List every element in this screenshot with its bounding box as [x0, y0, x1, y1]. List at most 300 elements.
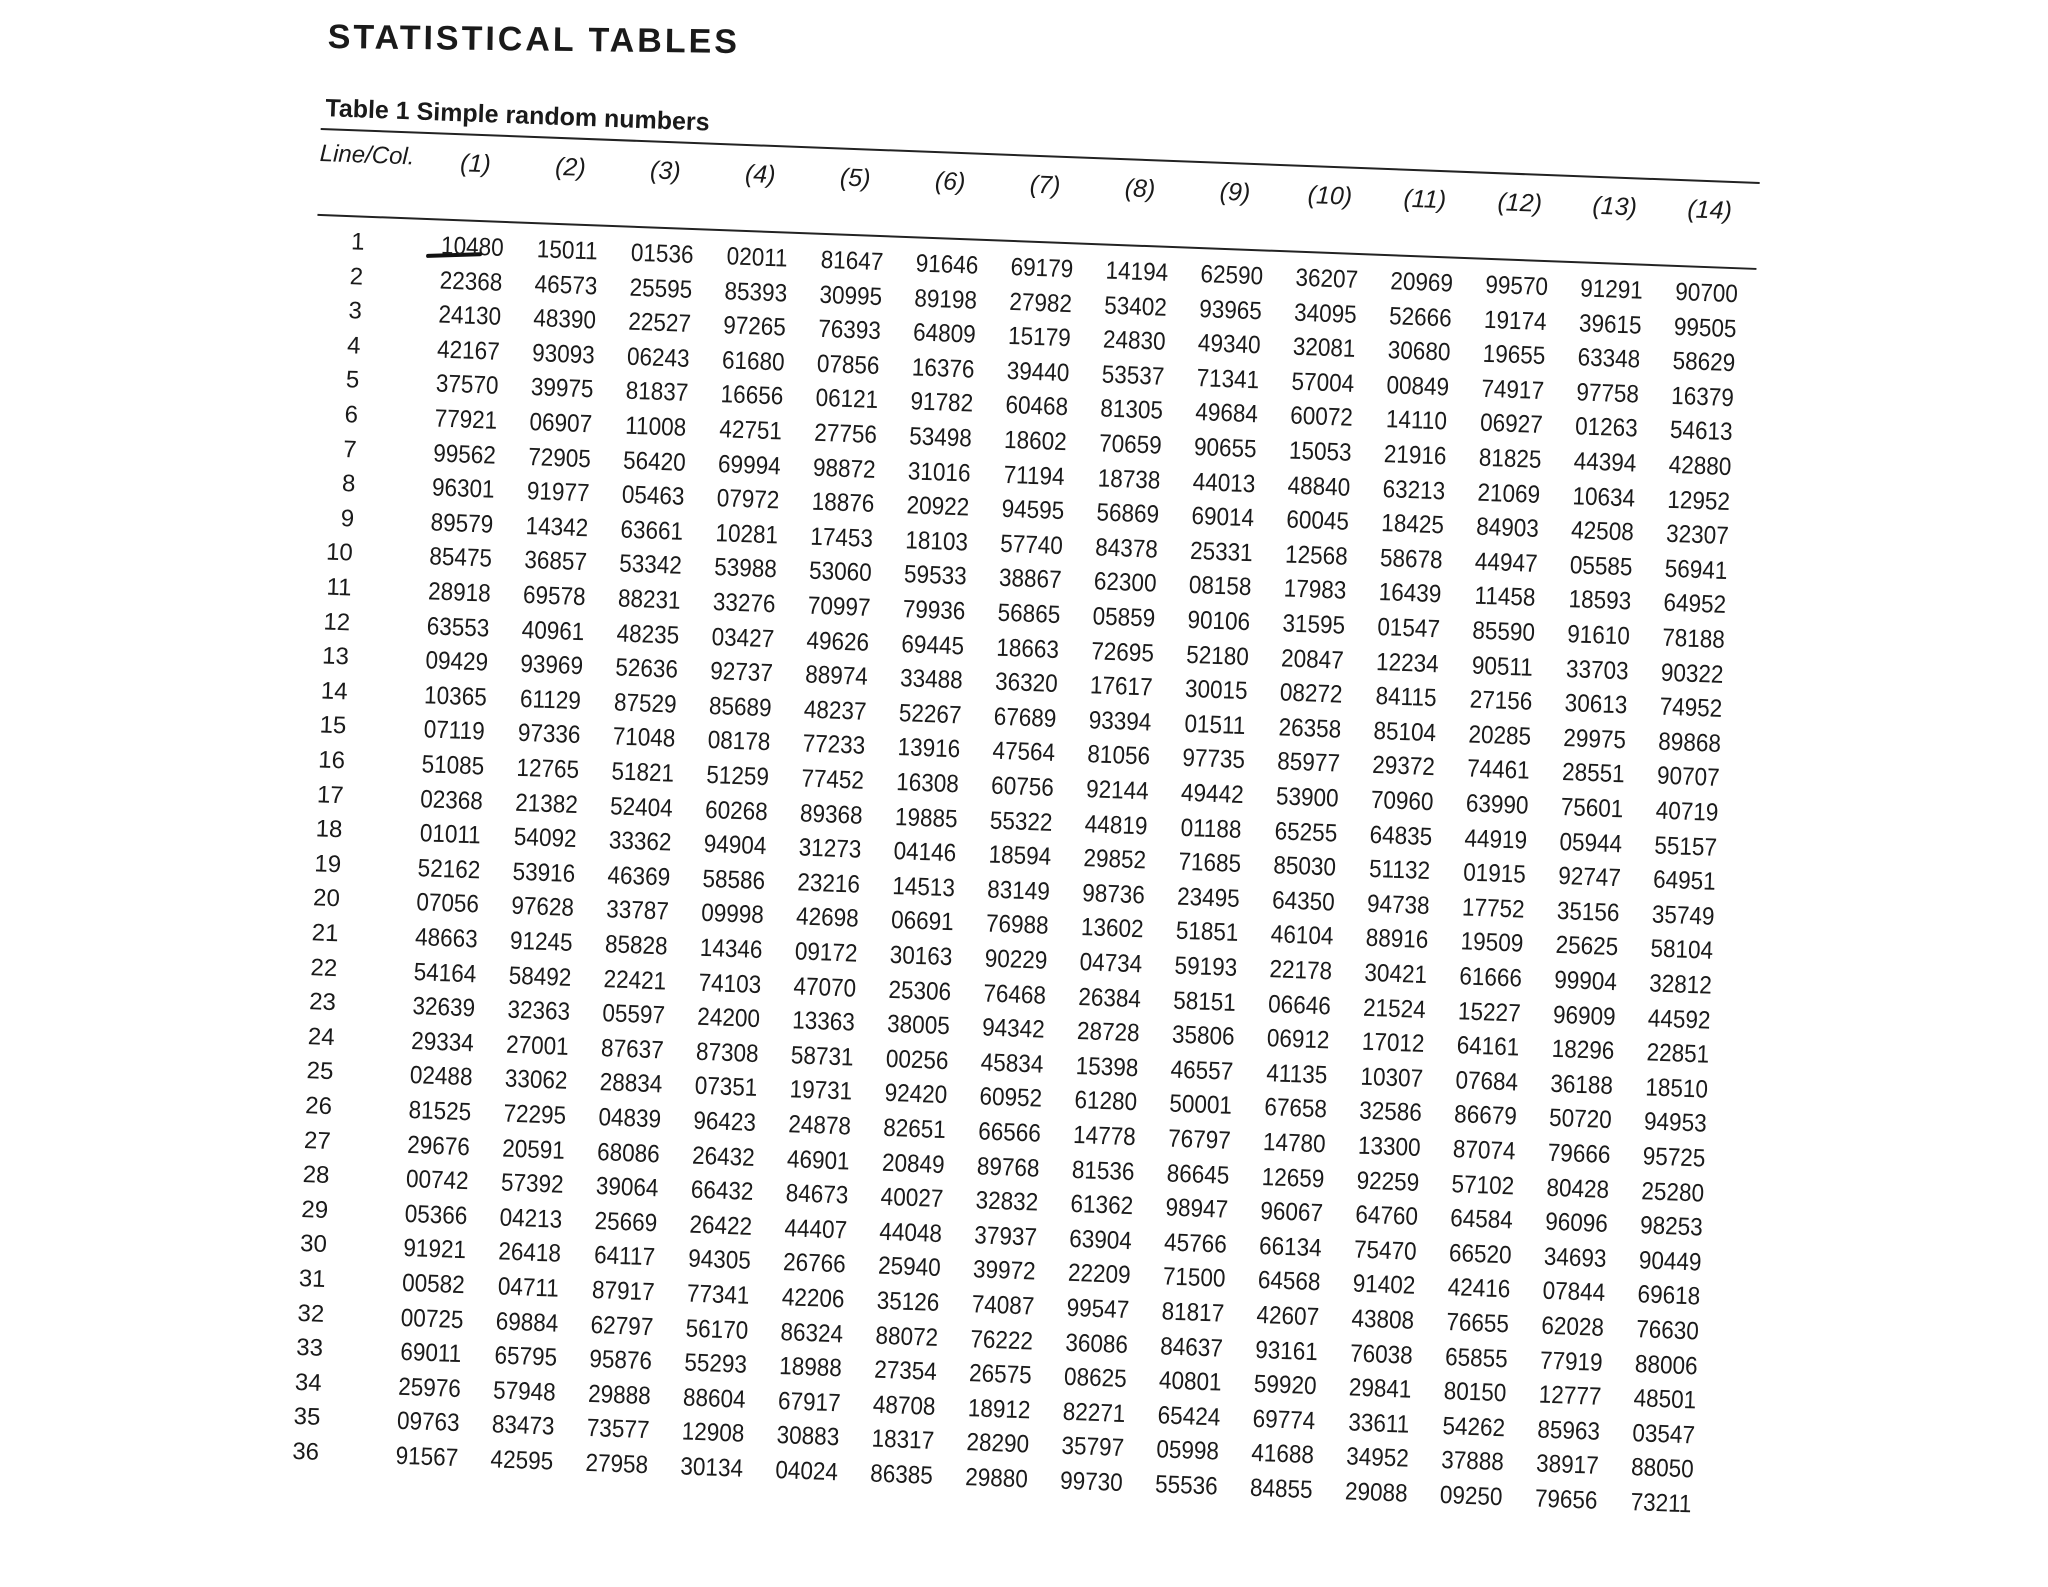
table-cell: 32081 — [1292, 332, 1356, 364]
table-cell: 58492 — [508, 961, 572, 992]
table-cell: 53916 — [512, 857, 576, 888]
table-cell: 53900 — [1275, 782, 1340, 813]
line-number: 23 — [308, 988, 337, 1017]
table-cell: 27354 — [873, 1355, 938, 1387]
table-cell: 77921 — [434, 404, 498, 435]
table-cell: 56869 — [1096, 498, 1160, 529]
column-header: (3) — [649, 156, 682, 186]
table-cell: 12952 — [1666, 485, 1731, 516]
table-cell: 12765 — [516, 753, 580, 785]
table-cell: 36086 — [1064, 1328, 1129, 1359]
table-cell: 81647 — [820, 245, 884, 277]
table-cell: 58629 — [1672, 347, 1736, 378]
table-cell: 65795 — [493, 1341, 558, 1372]
table-cell: 69179 — [1010, 252, 1074, 284]
table-cell: 09250 — [1439, 1480, 1504, 1512]
table-cell: 69014 — [1190, 502, 1255, 533]
table-cell: 64809 — [912, 318, 977, 349]
table-cell: 75601 — [1560, 792, 1624, 824]
table-cell: 29334 — [410, 1026, 475, 1058]
table-cell: 19885 — [894, 802, 959, 833]
table-cell: 09763 — [396, 1407, 461, 1438]
table-cell: 96067 — [1259, 1197, 1324, 1228]
table-cell: 84903 — [1475, 512, 1540, 544]
table-cell: 63348 — [1577, 343, 1641, 374]
table-cell: 60072 — [1289, 401, 1354, 433]
table-cell: 76988 — [985, 909, 1050, 941]
table-cell: 53402 — [1103, 291, 1168, 322]
table-cell: 62300 — [1093, 567, 1158, 599]
table-cell: 65255 — [1274, 816, 1338, 848]
table-cell: 19509 — [1460, 927, 1524, 959]
table-cell: 57004 — [1291, 367, 1355, 398]
table-cell: 70659 — [1098, 429, 1163, 460]
table-cell: 15398 — [1075, 1051, 1139, 1083]
line-number: 21 — [311, 919, 340, 948]
line-number: 5 — [345, 366, 360, 394]
table-cell: 36188 — [1549, 1069, 1614, 1100]
table-cell: 05463 — [621, 480, 685, 512]
table-cell: 22368 — [439, 266, 503, 297]
line-number: 7 — [342, 435, 358, 464]
table-cell: 39975 — [530, 373, 594, 404]
table-cell: 82271 — [1062, 1397, 1126, 1428]
table-cell: 06121 — [815, 384, 879, 415]
table-cell: 18510 — [1644, 1073, 1709, 1104]
table-cell: 07856 — [816, 349, 881, 380]
table-cell: 07351 — [694, 1072, 758, 1103]
table-cell: 05998 — [1155, 1435, 1220, 1466]
table-cell: 96909 — [1552, 1000, 1617, 1031]
table-cell: 90449 — [1638, 1246, 1702, 1277]
table-cell: 21916 — [1383, 440, 1448, 471]
table-cell: 54092 — [513, 822, 578, 854]
table-cell: 25625 — [1555, 931, 1619, 962]
line-number: 4 — [346, 331, 362, 360]
table-cell: 08272 — [1279, 678, 1343, 709]
table-cell: 47564 — [992, 737, 1056, 768]
table-cell: 21524 — [1362, 993, 1427, 1024]
table-cell: 38917 — [1535, 1449, 1600, 1481]
table-cell: 11008 — [624, 411, 687, 442]
table-cell: 58151 — [1172, 986, 1237, 1017]
table-cell: 20922 — [906, 491, 970, 522]
table-cell: 56865 — [997, 598, 1061, 630]
table-cell: 81305 — [1099, 394, 1164, 426]
line-number: 2 — [349, 262, 364, 291]
table-cell: 42206 — [781, 1283, 845, 1314]
table-cell: 33787 — [605, 895, 670, 926]
table-cell: 39440 — [1006, 356, 1070, 388]
table-cell: 85104 — [1373, 716, 1437, 748]
table-cell: 48235 — [616, 619, 680, 650]
table-cell: 43808 — [1350, 1304, 1415, 1335]
line-number: 10 — [325, 538, 354, 567]
column-header: (8) — [1124, 174, 1156, 204]
table-cell: 81525 — [408, 1095, 472, 1127]
table-cell: 72295 — [503, 1099, 567, 1130]
column-header: (4) — [744, 159, 777, 190]
table-cell: 59533 — [903, 560, 968, 591]
table-cell: 04734 — [1079, 948, 1143, 979]
table-cell: 06907 — [529, 408, 593, 439]
table-cell: 44819 — [1084, 809, 1148, 841]
table-cell: 28728 — [1076, 1017, 1141, 1048]
table-cell: 37570 — [435, 369, 499, 401]
table-cell: 37888 — [1440, 1446, 1505, 1477]
table-cell: 76630 — [1635, 1315, 1700, 1346]
table-cell: 20847 — [1280, 643, 1345, 675]
table-cell: 34095 — [1293, 298, 1358, 329]
table-cell: 48840 — [1287, 471, 1351, 502]
table-cell: 69618 — [1637, 1280, 1701, 1311]
table-cell: 32812 — [1648, 969, 1713, 1000]
table-cell: 44407 — [783, 1213, 848, 1245]
table-cell: 23216 — [796, 868, 861, 899]
table-cell: 85977 — [1276, 747, 1341, 779]
table-cell: 03427 — [711, 622, 775, 653]
table-cell: 89198 — [913, 283, 978, 315]
table-cell: 91291 — [1579, 274, 1644, 305]
line-number: 29 — [300, 1195, 329, 1224]
table-cell: 69578 — [522, 580, 587, 612]
table-cell: 24200 — [696, 1002, 761, 1034]
line-number: 32 — [297, 1299, 325, 1328]
table-cell: 62797 — [590, 1310, 654, 1341]
table-cell: 36320 — [994, 667, 1059, 699]
table-cell: 84637 — [1159, 1331, 1224, 1363]
table-cell: 81056 — [1086, 740, 1151, 771]
table-cell: 16379 — [1670, 381, 1735, 412]
table-cell: 76468 — [982, 979, 1047, 1010]
line-number: 3 — [348, 297, 363, 325]
table-cell: 46104 — [1270, 920, 1334, 951]
table-cell: 81536 — [1071, 1155, 1135, 1186]
table-cell: 61362 — [1070, 1190, 1134, 1221]
table-cell: 10307 — [1360, 1062, 1424, 1093]
table-cell: 60952 — [979, 1082, 1043, 1114]
table-cell: 28918 — [427, 577, 492, 608]
table-cell: 00256 — [885, 1044, 949, 1075]
table-cell: 16656 — [720, 380, 784, 411]
table-cell: 46573 — [534, 269, 598, 301]
table-cell: 21382 — [514, 788, 579, 819]
table-cell: 71194 — [1003, 460, 1066, 491]
table-cell: 80428 — [1546, 1173, 1610, 1204]
table-cell: 63661 — [620, 515, 684, 546]
table-cell: 74917 — [1480, 374, 1545, 405]
table-cell: 14780 — [1262, 1128, 1327, 1159]
table-cell: 26422 — [689, 1210, 753, 1241]
column-header: (11) — [1402, 184, 1447, 215]
table-cell: 66432 — [690, 1175, 754, 1207]
table-cell: 39064 — [595, 1172, 659, 1203]
table-cell: 57392 — [500, 1168, 565, 1200]
table-cell: 99547 — [1066, 1293, 1130, 1325]
table-cell: 29088 — [1344, 1477, 1409, 1508]
line-number: 11 — [326, 573, 352, 602]
table-cell: 86679 — [1453, 1100, 1518, 1131]
table-cell: 08625 — [1063, 1362, 1128, 1394]
table-cell: 61280 — [1073, 1086, 1138, 1117]
table-cell: 85475 — [428, 542, 493, 574]
table-cell: 04213 — [499, 1203, 563, 1234]
table-cell: 64117 — [593, 1241, 656, 1272]
table-cell: 24830 — [1102, 325, 1167, 356]
table-cell: 64835 — [1369, 820, 1433, 851]
line-number: 13 — [321, 642, 350, 671]
table-cell: 74461 — [1466, 754, 1531, 786]
table-cell: 17752 — [1461, 893, 1526, 924]
table-cell: 32586 — [1358, 1097, 1423, 1128]
table-cell: 97265 — [722, 311, 787, 342]
table-cell: 17012 — [1361, 1027, 1425, 1059]
table-cell: 56941 — [1664, 554, 1728, 585]
table-cell: 31016 — [907, 456, 972, 488]
table-cell: 84378 — [1094, 533, 1159, 564]
table-cell: 30995 — [819, 280, 883, 311]
table-cell: 42880 — [1668, 450, 1732, 482]
table-cell: 34952 — [1345, 1442, 1410, 1474]
table-cell: 32363 — [506, 995, 571, 1027]
table-cell: 19655 — [1482, 339, 1546, 371]
table-cell: 12568 — [1284, 540, 1349, 571]
table-cell: 96096 — [1544, 1207, 1609, 1239]
table-cell: 29880 — [964, 1463, 1029, 1494]
table-cell: 00849 — [1386, 370, 1450, 402]
table-cell: 09429 — [425, 646, 489, 677]
table-cell: 76655 — [1445, 1308, 1510, 1339]
table-cell: 29975 — [1562, 723, 1627, 755]
table-cell: 18296 — [1551, 1035, 1615, 1066]
table-cell: 39972 — [972, 1255, 1037, 1286]
table-cell: 29852 — [1083, 844, 1147, 875]
table-cell: 63213 — [1382, 474, 1446, 506]
table-cell: 99570 — [1484, 270, 1549, 302]
table-cell: 19174 — [1483, 305, 1548, 336]
table-cell: 60468 — [1004, 391, 1069, 422]
table-cell: 25595 — [629, 273, 693, 304]
table-cell: 88072 — [875, 1321, 939, 1352]
table-cell: 24130 — [437, 300, 502, 332]
table-cell: 83149 — [986, 875, 1051, 906]
table-cell: 64760 — [1354, 1200, 1419, 1232]
table-cell: 02488 — [409, 1061, 474, 1092]
table-cell: 66134 — [1258, 1231, 1323, 1263]
table-cell: 30883 — [776, 1421, 840, 1452]
table-cell: 38867 — [998, 564, 1063, 595]
line-number: 26 — [304, 1092, 333, 1121]
table-cell: 16439 — [1378, 578, 1442, 609]
table-cell: 16376 — [911, 353, 975, 384]
table-cell: 85030 — [1272, 851, 1337, 882]
table-cell: 25280 — [1640, 1176, 1705, 1208]
table-cell: 03547 — [1631, 1418, 1696, 1450]
table-cell: 50001 — [1168, 1089, 1233, 1121]
table-cell: 64161 — [1456, 1031, 1520, 1062]
table-cell: 20285 — [1467, 720, 1532, 751]
table-cell: 01915 — [1462, 858, 1527, 889]
table-cell: 71048 — [612, 722, 676, 754]
table-cell: 62590 — [1200, 260, 1264, 291]
table-cell: 86324 — [780, 1317, 844, 1349]
table-cell: 42607 — [1256, 1300, 1320, 1332]
table-cell: 54164 — [413, 957, 477, 988]
table-cell: 53988 — [713, 553, 778, 584]
table-cell: 18988 — [778, 1352, 843, 1383]
table-cell: 64952 — [1663, 589, 1727, 620]
table-cell: 12908 — [681, 1417, 745, 1449]
table-cell: 76797 — [1167, 1124, 1232, 1155]
table-cell: 20969 — [1389, 267, 1454, 298]
table-cell: 77452 — [800, 764, 865, 795]
table-cell: 20591 — [501, 1134, 566, 1165]
table-cell: 31595 — [1282, 609, 1346, 640]
table-cell: 06912 — [1266, 1024, 1331, 1055]
table-cell: 08158 — [1188, 571, 1252, 602]
column-header: (13) — [1591, 191, 1638, 222]
table-cell: 10365 — [423, 681, 488, 712]
table-cell: 85963 — [1536, 1415, 1601, 1446]
table-cell: 52162 — [417, 853, 481, 885]
table-cell: 14513 — [891, 871, 956, 903]
table-cell: 05944 — [1559, 827, 1623, 858]
table-cell: 99730 — [1059, 1466, 1124, 1498]
table-cell: 42508 — [1570, 516, 1635, 547]
table-cell: 91921 — [402, 1234, 467, 1265]
table-cell: 51851 — [1175, 917, 1239, 948]
table-cell: 08178 — [707, 726, 771, 757]
table-cell: 14342 — [525, 511, 589, 543]
table-cell: 33703 — [1565, 654, 1630, 686]
line-number: 16 — [317, 746, 346, 775]
table-cell: 13363 — [791, 1006, 856, 1037]
table-cell: 27958 — [585, 1448, 649, 1480]
table-cell: 30134 — [679, 1452, 744, 1483]
table-cell: 98253 — [1639, 1211, 1704, 1242]
line-number: 33 — [295, 1334, 324, 1363]
line-number: 15 — [319, 711, 347, 740]
table-cell: 23495 — [1176, 882, 1241, 913]
table-cell: 52666 — [1388, 301, 1453, 333]
table-cell: 48501 — [1633, 1384, 1697, 1415]
table-cell: 64568 — [1257, 1266, 1321, 1297]
table-cell: 99562 — [432, 439, 497, 470]
table-cell: 25976 — [397, 1372, 462, 1403]
line-number: 36 — [291, 1437, 320, 1466]
column-header: (5) — [839, 163, 872, 193]
table-cell: 62028 — [1540, 1311, 1605, 1342]
table-cell: 34693 — [1543, 1242, 1608, 1273]
table-cell: 26766 — [782, 1248, 847, 1279]
table-cell: 88006 — [1634, 1349, 1699, 1381]
table-cell: 13602 — [1080, 913, 1145, 944]
table-cell: 59920 — [1253, 1370, 1318, 1401]
table-cell: 88974 — [804, 660, 869, 692]
table-cell: 46369 — [607, 861, 671, 892]
table-cell: 29888 — [587, 1379, 652, 1411]
table-cell: 69994 — [717, 449, 782, 481]
table-cell: 30015 — [1184, 674, 1249, 706]
table-cell: 38005 — [886, 1010, 951, 1041]
table-cell: 98872 — [812, 453, 877, 484]
table-cell: 90106 — [1187, 605, 1251, 637]
table-cell: 80150 — [1443, 1377, 1507, 1408]
table-cell: 33062 — [504, 1064, 568, 1096]
table-cell: 18593 — [1568, 585, 1632, 616]
table-cell: 32639 — [412, 992, 476, 1023]
table-cell: 15053 — [1288, 436, 1353, 467]
table-cell: 91245 — [509, 926, 574, 957]
table-cell: 94904 — [703, 830, 767, 861]
table-cell: 25306 — [887, 975, 952, 1006]
table-cell: 52404 — [609, 791, 674, 823]
table-cell: 99904 — [1553, 965, 1618, 997]
table-cell: 25669 — [594, 1206, 658, 1238]
table-cell: 36207 — [1294, 263, 1359, 294]
table-cell: 45766 — [1163, 1228, 1228, 1259]
table-cell: 87637 — [600, 1033, 665, 1065]
table-cell: 28834 — [599, 1068, 663, 1099]
line-number: 1 — [350, 228, 365, 256]
column-header: (10) — [1307, 181, 1353, 211]
table-cell: 92420 — [884, 1079, 948, 1110]
table-cell: 66566 — [977, 1117, 1042, 1148]
table-cell: 12777 — [1538, 1380, 1602, 1412]
table-cell: 22209 — [1067, 1259, 1132, 1290]
table-cell: 77341 — [686, 1279, 751, 1310]
table-cell: 71500 — [1162, 1262, 1226, 1294]
table-cell: 91646 — [915, 249, 979, 280]
line-number: 27 — [303, 1126, 332, 1155]
table-cell: 92737 — [709, 657, 774, 688]
table-cell: 71685 — [1177, 847, 1242, 879]
table-cell: 46557 — [1170, 1055, 1234, 1086]
table-cell: 89579 — [430, 508, 494, 539]
table-cell: 04146 — [893, 837, 957, 868]
table-cell: 53498 — [908, 422, 973, 453]
table-cell: 49442 — [1180, 778, 1245, 810]
line-number: 28 — [302, 1161, 330, 1190]
line-number: 30 — [299, 1230, 328, 1259]
table-cell: 18912 — [967, 1393, 1031, 1425]
table-cell: 17983 — [1283, 574, 1347, 606]
table-cell: 63904 — [1068, 1224, 1133, 1255]
table-cell: 30421 — [1363, 958, 1428, 990]
table-cell: 51085 — [421, 750, 485, 781]
table-cell: 18876 — [811, 487, 875, 519]
table-cell: 12659 — [1261, 1162, 1325, 1193]
table-cell: 57740 — [999, 529, 1064, 560]
table-cell: 85828 — [604, 930, 669, 961]
table-cell: 55536 — [1154, 1470, 1219, 1501]
table-cell: 85689 — [708, 691, 773, 723]
table-cell: 30680 — [1387, 336, 1451, 367]
table-cell: 13300 — [1357, 1131, 1422, 1162]
table-cell: 48390 — [532, 304, 597, 335]
table-cell: 69445 — [900, 629, 965, 661]
table-cell: 07972 — [716, 484, 780, 515]
table-cell: 01188 — [1180, 813, 1243, 844]
table-cell: 40027 — [880, 1182, 944, 1214]
table-cell: 52180 — [1185, 640, 1250, 671]
table-cell: 15227 — [1457, 996, 1522, 1028]
table-cell: 94595 — [1001, 494, 1065, 526]
column-header: (12) — [1497, 188, 1543, 218]
table-cell: 97735 — [1181, 744, 1246, 775]
table-cell: 92144 — [1085, 775, 1150, 806]
table-cell: 50720 — [1548, 1104, 1613, 1135]
